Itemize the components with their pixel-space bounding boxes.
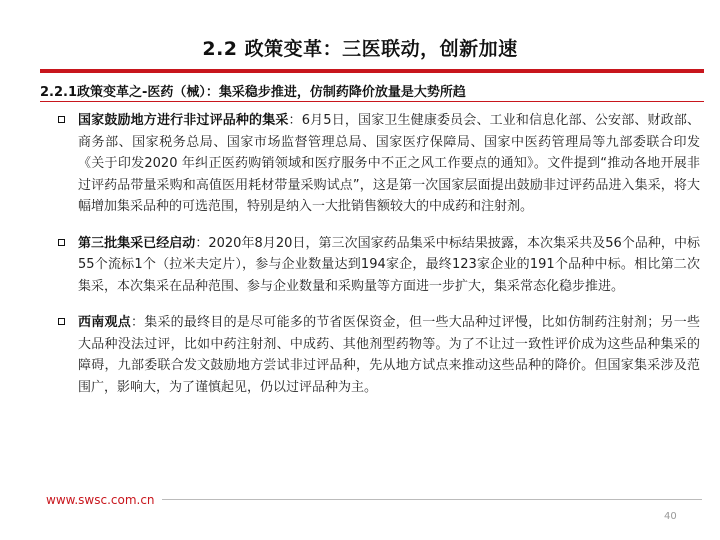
title-divider <box>40 69 704 73</box>
subtitle-divider <box>40 101 704 102</box>
bullet-section-third-batch <box>40 233 700 298</box>
section-subtitle: 2.2.1政策变革之-医药（械）：集采稳步推进，仿制药降价放量是大势所趋 <box>40 85 466 100</box>
bullet-section-viewpoint <box>40 312 700 398</box>
section-lead: 第三批集采已经启动 <box>78 235 196 251</box>
footer-divider <box>162 499 702 500</box>
content-sections <box>40 110 700 413</box>
section-body: ：6月5日，国家卫生健康委员会、工业和信息化部、公安部、财政部、商务部、国家税务总局、国家市场监督管理总局、国家医疗保障局、国家中医药管理局等九部委联合印发《关于印发2020 年纠正医药购销领域和医疗服务中不正之风工作要点的通知》。文件提到“推动各地开展非过评药品带量采购和高值医用耗材带量采购试点”，这是第一次国家层面提出鼓励非过评药品进入集采，将大幅增加集采品种的可选范围，特别是纳入一大批销售额较大的中成药和注射剂。 <box>78 113 700 214</box>
section-lead: 西南观点 <box>78 315 131 330</box>
footer-website-link[interactable]: www.swsc.com.cn <box>46 493 155 507</box>
bullet-section-policy <box>40 110 700 218</box>
section-body: ：2020年8月20日，第三次国家药品集采中标结果披露，本次集采共及56个品种，中标55个流标1个（拉米夫定片），参与企业数量达到194家企，最终123家企业的191个品种中标。相比第二次集采，本次集采在品种范围、参与企业数量和采购量等方面进一步扩大，集采常态化稳步推进。 <box>78 235 700 294</box>
section-body: ：集采的最终目的是尽可能多的节省医保资金，但一些大品种过评慢，比如仿制药注射剂；另一些大品种没法过评，比如中药注射剂、中成药、其他剂型药物等。为了不让过一致性评价成为这些品种集采的障碍，九部委联合发文鼓励地方尝试非过评品种，先从地方试点来推动这些品种的降价。但国家集采涉及范围广，影响大，为了谨慎起见，仍以过评品种为主。 <box>78 315 700 395</box>
page-number: 40 <box>664 511 677 522</box>
section-lead: 国家鼓励地方进行非过评品种的集采 <box>78 113 289 128</box>
square-bullet-icon <box>58 116 65 123</box>
slide-title: 2.2 政策变革：三医联动，创新加速 <box>202 38 518 60</box>
square-bullet-icon <box>58 239 65 246</box>
square-bullet-icon <box>58 318 65 325</box>
